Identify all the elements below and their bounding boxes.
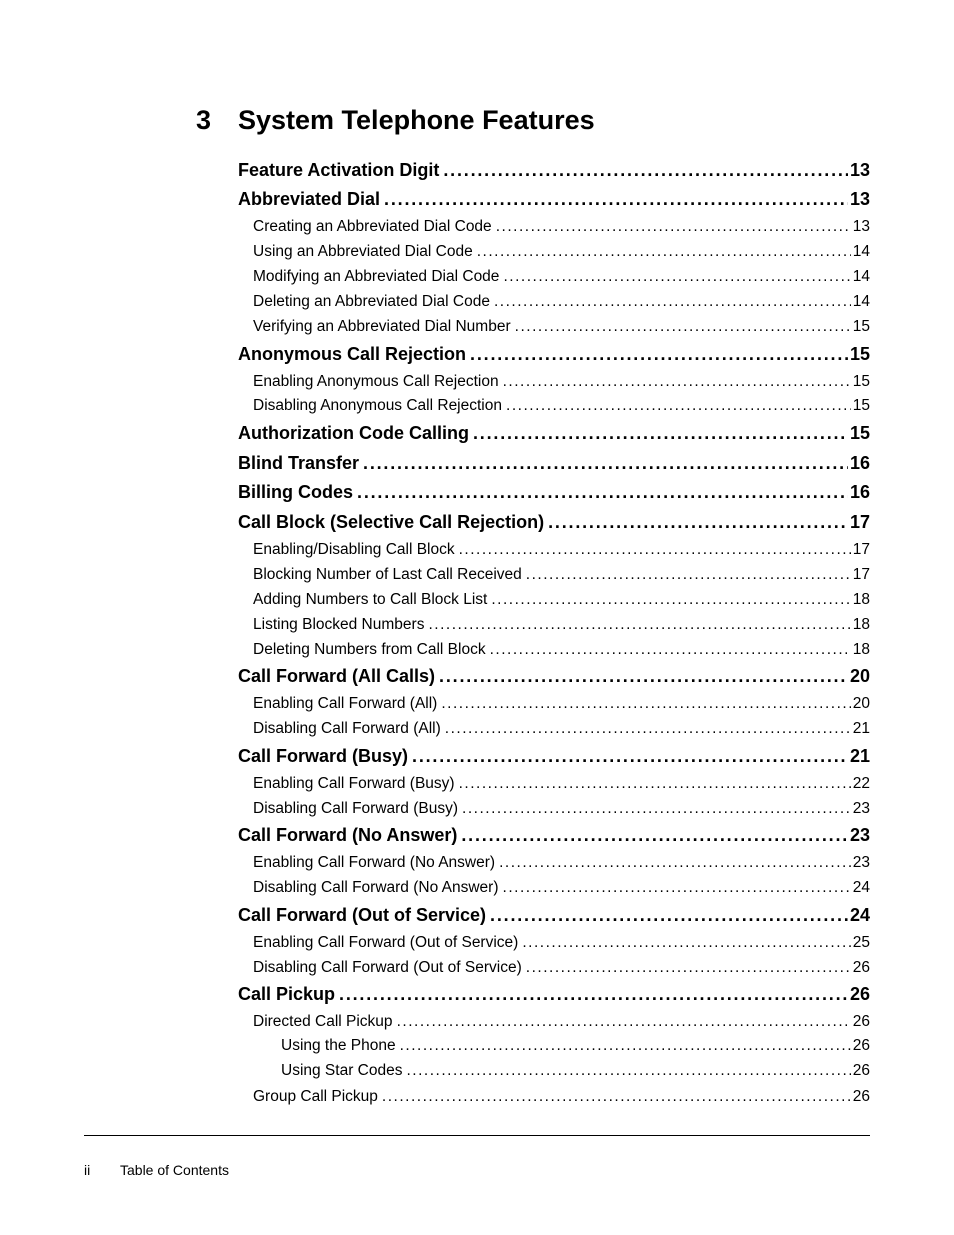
toc-entry[interactable]: [253, 853, 870, 872]
toc-entry[interactable]: [253, 615, 870, 634]
toc-entry-page: 21: [852, 720, 870, 737]
toc-entry[interactable]: [238, 343, 870, 365]
dot-leader: [503, 267, 850, 286]
toc-entry-label: Using an Abbreviated Dial Code: [253, 243, 473, 260]
dot-leader: [526, 958, 851, 977]
toc-entry-page: 23: [849, 825, 870, 845]
toc-entry-label: Enabling/Disabling Call Block: [253, 541, 455, 558]
toc-entry[interactable]: [238, 481, 870, 503]
dot-leader: [490, 904, 848, 926]
toc-entry-page: 16: [849, 453, 870, 473]
toc-entry-label: Billing Codes: [238, 482, 354, 502]
toc-entry-label: Enabling Call Forward (No Answer): [253, 854, 496, 871]
toc-entry-page: 23: [852, 800, 870, 817]
toc-entry-page: 14: [852, 268, 870, 285]
toc-entry-label: Anonymous Call Rejection: [238, 344, 467, 364]
toc-entry[interactable]: [253, 396, 870, 415]
toc-entry-label: Call Block (Selective Call Rejection): [238, 512, 545, 532]
toc-entry-label: Call Pickup: [238, 984, 336, 1004]
toc-entry[interactable]: [253, 267, 870, 286]
toc-entry[interactable]: [238, 188, 870, 210]
toc-entry[interactable]: [253, 799, 870, 818]
toc-entry-page: 24: [849, 905, 870, 925]
dot-leader: [384, 188, 848, 210]
toc-entry-label: Group Call Pickup: [253, 1088, 378, 1105]
toc-entry[interactable]: [253, 1012, 870, 1031]
dot-leader: [473, 422, 848, 444]
toc-entry-page: 26: [852, 1013, 870, 1030]
toc-entry-page: 16: [849, 482, 870, 502]
toc-entry-page: 26: [849, 984, 870, 1004]
footer-section-title: Table of Contents: [120, 1162, 229, 1178]
toc-entry-label: Enabling Anonymous Call Rejection: [253, 373, 499, 390]
toc-entry[interactable]: [253, 774, 870, 793]
chapter-heading: [196, 104, 595, 136]
dot-leader: [496, 217, 851, 236]
toc-entry-page: 18: [852, 591, 870, 608]
dot-leader: [461, 824, 848, 846]
toc-entry[interactable]: [253, 317, 870, 336]
toc-entry-page: 15: [849, 423, 870, 443]
toc-entry-label: Blind Transfer: [238, 453, 360, 473]
toc-entry-page: 15: [852, 373, 870, 390]
dot-leader: [526, 565, 851, 584]
toc-entry[interactable]: [253, 933, 870, 952]
toc-entry-label: Disabling Call Forward (No Answer): [253, 879, 499, 896]
dot-leader: [382, 1087, 851, 1106]
toc-entry-page: 25: [852, 934, 870, 951]
toc-entry-page: 18: [852, 616, 870, 633]
chapter-number: 3: [196, 105, 212, 135]
toc-entry-page: 24: [852, 879, 870, 896]
toc-entry-page: 15: [852, 397, 870, 414]
toc-entry-page: 13: [852, 218, 870, 235]
toc-entry[interactable]: [253, 640, 870, 659]
toc-entry-label: Using Star Codes: [281, 1062, 403, 1079]
dot-leader: [503, 878, 851, 897]
toc-entry-label: Enabling Call Forward (Busy): [253, 775, 455, 792]
toc-entry-label: Disabling Call Forward (Busy): [253, 800, 459, 817]
footer-rule: [84, 1135, 870, 1136]
toc-entry[interactable]: [238, 422, 870, 444]
toc-entry-page: 17: [852, 541, 870, 558]
toc-entry-page: 26: [852, 1088, 870, 1105]
toc-entry[interactable]: [253, 217, 870, 236]
toc-entry-page: 26: [852, 1037, 870, 1054]
dot-leader: [499, 853, 851, 872]
toc-entry-label: Deleting an Abbreviated Dial Code: [253, 293, 490, 310]
dot-leader: [339, 983, 848, 1005]
toc-entry[interactable]: [238, 824, 870, 846]
dot-leader: [490, 640, 851, 659]
toc-entry-label: Disabling Anonymous Call Rejection: [253, 397, 502, 414]
toc-entry-page: 26: [852, 959, 870, 976]
toc-entry-page: 15: [849, 344, 870, 364]
toc-entry-label: Modifying an Abbreviated Dial Code: [253, 268, 500, 285]
dot-leader: [363, 452, 848, 474]
toc-entry[interactable]: [253, 540, 870, 559]
toc-entry-label: Call Forward (No Answer): [238, 825, 458, 845]
toc-entry-label: Call Forward (Out of Service): [238, 905, 487, 925]
toc-entry[interactable]: [238, 745, 870, 767]
toc-entry-label: Authorization Code Calling: [238, 423, 469, 443]
dot-leader: [441, 694, 850, 713]
dot-leader: [459, 774, 851, 793]
toc-entry[interactable]: [253, 565, 870, 584]
dot-leader: [412, 745, 848, 767]
footer-page-number: ii: [84, 1162, 91, 1178]
toc-entry-label: Call Forward (Busy): [238, 746, 409, 766]
toc-entry-page: 23: [852, 854, 870, 871]
page-footer: [84, 1162, 229, 1179]
dot-leader: [515, 317, 851, 336]
toc-entry[interactable]: [238, 511, 870, 533]
toc-entry[interactable]: [238, 665, 870, 687]
toc-entry[interactable]: [253, 719, 870, 738]
dot-leader: [400, 1036, 851, 1055]
dot-leader: [548, 511, 848, 533]
dot-leader: [439, 665, 848, 687]
dot-leader: [357, 481, 848, 503]
toc-entry-page: 17: [852, 566, 870, 583]
dot-leader: [397, 1012, 851, 1031]
dot-leader: [470, 343, 848, 365]
toc-entry[interactable]: [238, 904, 870, 926]
toc-entry-label: Blocking Number of Last Call Received: [253, 566, 522, 583]
toc-entry-label: Disabling Call Forward (All): [253, 720, 441, 737]
toc-entry[interactable]: [281, 1061, 870, 1080]
toc-entry[interactable]: [253, 590, 870, 609]
toc-entry[interactable]: [238, 452, 870, 474]
dot-leader: [494, 292, 851, 311]
toc-entry-page: 17: [849, 512, 870, 532]
toc-entry[interactable]: [253, 292, 870, 311]
dot-leader: [491, 590, 850, 609]
toc-entry-page: 26: [852, 1062, 870, 1079]
toc-entry-label: Adding Numbers to Call Block List: [253, 591, 488, 608]
toc-entry-label: Disabling Call Forward (Out of Service): [253, 959, 522, 976]
toc-entry[interactable]: [281, 1036, 870, 1055]
toc-entry-page: 18: [852, 641, 870, 658]
toc-entry-page: 15: [852, 318, 870, 335]
toc-entry[interactable]: [253, 878, 870, 897]
toc-entry-label: Creating an Abbreviated Dial Code: [253, 218, 492, 235]
toc-entry-label: Listing Blocked Numbers: [253, 616, 425, 633]
toc-entry-label: Enabling Call Forward (Out of Service): [253, 934, 519, 951]
toc-entry[interactable]: [253, 694, 870, 713]
toc-entry-page: 13: [849, 189, 870, 209]
toc-entry-label: Deleting Numbers from Call Block: [253, 641, 486, 658]
dot-leader: [503, 372, 851, 391]
toc-entry-label: Enabling Call Forward (All): [253, 695, 438, 712]
toc-entry-label: Abbreviated Dial: [238, 189, 381, 209]
toc-entry[interactable]: [238, 983, 870, 1005]
dot-leader: [428, 615, 850, 634]
toc-entry-page: 22: [852, 775, 870, 792]
toc-entry-page: 14: [852, 293, 870, 310]
dot-leader: [445, 719, 851, 738]
toc-entry-page: 21: [849, 746, 870, 766]
toc-entry-page: 20: [849, 666, 870, 686]
toc-entry-page: 14: [852, 243, 870, 260]
dot-leader: [477, 242, 851, 261]
chapter-title: System Telephone Features: [238, 105, 595, 135]
dot-leader: [443, 159, 848, 181]
toc-entry-label: Directed Call Pickup: [253, 1013, 393, 1030]
toc-entry-label: Verifying an Abbreviated Dial Number: [253, 318, 511, 335]
toc-entry-label: Using the Phone: [281, 1037, 396, 1054]
toc-entry-label: Feature Activation Digit: [238, 160, 440, 180]
dot-leader: [459, 540, 851, 559]
toc-entry-page: 20: [852, 695, 870, 712]
dot-leader: [406, 1061, 850, 1080]
toc-entry[interactable]: [253, 242, 870, 261]
toc-entry[interactable]: [238, 159, 870, 181]
dot-leader: [522, 933, 850, 952]
dot-leader: [462, 799, 851, 818]
toc-entry-page: 13: [849, 160, 870, 180]
toc-entry[interactable]: [253, 1087, 870, 1106]
toc-entry-label: Call Forward (All Calls): [238, 666, 436, 686]
toc-entry[interactable]: [253, 958, 870, 977]
dot-leader: [506, 396, 851, 415]
toc-entry[interactable]: [253, 372, 870, 391]
